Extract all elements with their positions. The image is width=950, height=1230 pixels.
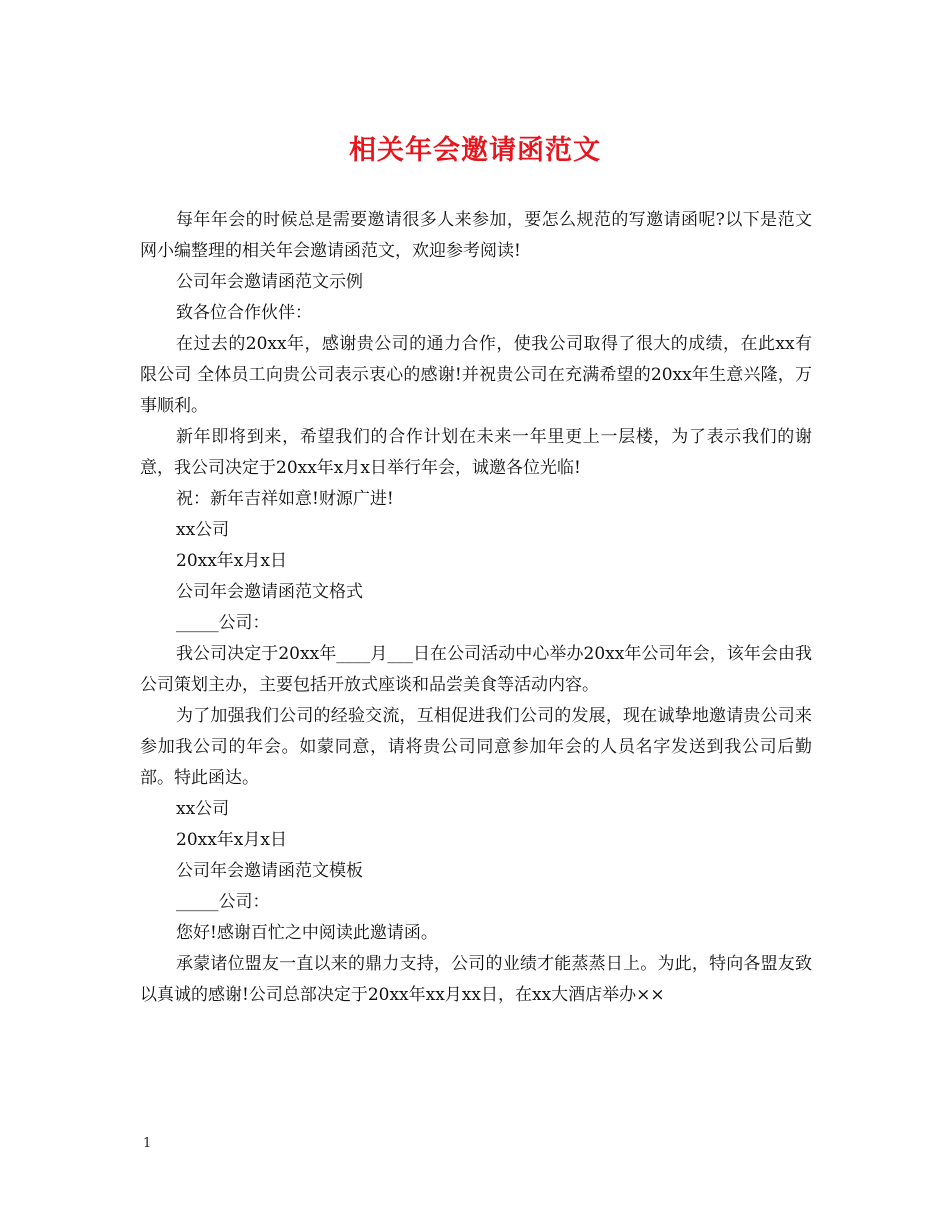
signature-date: 20xx年x月x日 — [176, 551, 287, 571]
signature-company: xx公司 — [176, 799, 230, 819]
document-title: 相关年会邀请函范文 — [349, 135, 601, 166]
salutation: _____公司： — [176, 892, 270, 912]
signature-company: xx公司 — [176, 520, 230, 540]
paragraph: 您好!感谢百忙之中阅读此邀请函。 — [176, 923, 438, 943]
section-heading-example: 公司年会邀请函范文示例 — [176, 272, 363, 292]
paragraph: 新年即将到来，希望我们的合作计划在未来一年里更上一层楼，为了表示我们的谢意，我公司决定于20xx年x月x日举行年会，诚邀各位光临! — [140, 427, 812, 478]
paragraph: 承蒙诸位盟友一直以来的鼎力支持，公司的业绩才能蒸蒸日上。为此，特向各盟友致以真诚的感谢!公司总部决定于20xx年xx月xx日，在xx大酒店举办×× — [140, 954, 812, 1005]
page-number: 1 — [143, 1136, 152, 1151]
closing-wish: 祝：新年吉祥如意!财源广进! — [176, 489, 394, 509]
paragraph-intro: 每年年会的时候总是需要邀请很多人来参加，要怎么规范的写邀请函呢?以下是范文网小编整理的相关年会邀请函范文，欢迎参考阅读! — [140, 210, 812, 261]
document-body — [140, 205, 812, 1011]
section-heading-format: 公司年会邀请函范文格式 — [176, 582, 363, 602]
salutation: 致各位合作伙伴： — [176, 303, 312, 323]
paragraph: 我公司决定于20xx年____月___日在公司活动中心举办20xx年公司年会，该年会由我公司策划主办，主要包括开放式座谈和品尝美食等活动内容。 — [140, 644, 812, 695]
paragraph: 为了加强我们公司的经验交流，互相促进我们公司的发展，现在诚挚地邀请贵公司来参加我公司的年会。如蒙同意，请将贵公司同意参加年会的人员名字发送到我公司后勤部。特此函达。 — [140, 706, 812, 788]
paragraph: 在过去的20xx年，感谢贵公司的通力合作，使我公司取得了很大的成绩，在此xx有限公司 全体员工向贵公司表示衷心的感谢!并祝贵公司在充满希望的20xx年生意兴隆，万事顺利。 — [140, 334, 812, 416]
section-heading-template: 公司年会邀请函范文模板 — [176, 861, 363, 881]
signature-date: 20xx年x月x日 — [176, 830, 287, 850]
salutation: _____公司： — [176, 613, 270, 633]
